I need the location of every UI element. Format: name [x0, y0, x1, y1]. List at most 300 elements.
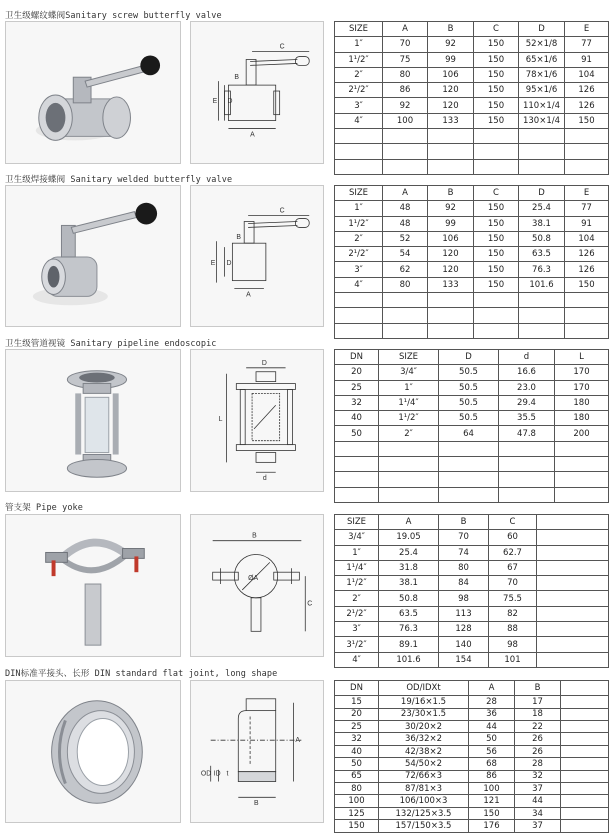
table-cell: 101.6	[379, 652, 439, 667]
table-cell: 98	[439, 591, 489, 606]
table-cell: 120	[428, 262, 474, 277]
table-cell: 100	[335, 795, 379, 807]
column-header: A	[383, 186, 428, 201]
table-cell: 170	[555, 365, 609, 380]
table-cell: 88	[489, 622, 537, 637]
column-header: A	[379, 515, 439, 530]
table-row	[335, 591, 609, 606]
table-cell: 1¹/2″	[335, 576, 379, 591]
dim-label: t	[226, 770, 229, 778]
table-cell: 31.8	[379, 560, 439, 575]
table-cell: 52×1/8	[519, 37, 565, 52]
table-cell: 92	[428, 37, 474, 52]
table-cell: 36/32×2	[379, 733, 469, 745]
table-cell: 29.4	[499, 395, 555, 410]
table-row-empty	[335, 472, 609, 487]
table-cell: 86	[383, 83, 428, 98]
table-row	[335, 606, 609, 621]
table-cell: 150	[474, 231, 519, 246]
table-cell: 48	[383, 216, 428, 231]
table-cell: 86	[469, 770, 515, 782]
table-cell: 4″	[335, 652, 379, 667]
table-row	[335, 545, 609, 560]
table-row	[335, 560, 609, 575]
table-cell: 44	[469, 721, 515, 733]
table-cell: 54	[383, 247, 428, 262]
column-header: OD/IDXt	[379, 681, 469, 696]
table-cell: 34	[515, 807, 561, 819]
table-cell: 35.5	[499, 411, 555, 426]
table-cell: 50.5	[439, 395, 499, 410]
table-cell: 126	[565, 83, 609, 98]
table-cell: 150	[565, 277, 609, 292]
table-cell: 126	[565, 247, 609, 262]
dim-label: E	[210, 259, 216, 267]
table-cell: 32	[335, 733, 379, 745]
spec-table	[334, 680, 609, 833]
technical-drawing	[190, 185, 324, 327]
din-flat-joint-photo	[6, 681, 180, 822]
table-cell: 78×1/6	[519, 67, 565, 82]
table-cell: 150	[474, 113, 519, 128]
column-header: L	[555, 350, 609, 365]
table-cell: 1″	[335, 201, 383, 216]
table-cell: 2″	[335, 67, 383, 82]
dim-label: B	[254, 800, 259, 808]
dim-label: C	[279, 207, 285, 215]
column-header: B	[428, 22, 474, 37]
table-cell: 150	[474, 83, 519, 98]
table-row	[335, 745, 609, 757]
pipe-yoke-drawing	[191, 515, 323, 656]
table-cell: 150	[565, 113, 609, 128]
table-cell: 99	[428, 216, 474, 231]
spec-table	[334, 21, 609, 175]
din-flat-joint-drawing	[191, 681, 323, 822]
table-row	[335, 365, 609, 380]
table-cell: 150	[474, 262, 519, 277]
table-row	[335, 807, 609, 819]
table-cell: 82	[489, 606, 537, 621]
table-cell: 100	[469, 783, 515, 795]
table-cell: 18	[515, 708, 561, 720]
technical-drawing	[190, 21, 324, 164]
table-row	[335, 277, 609, 292]
table-cell: 150	[474, 98, 519, 113]
table-cell: 20	[335, 708, 379, 720]
table-cell: 106	[428, 67, 474, 82]
table-cell: 3″	[335, 98, 383, 113]
table-cell: 180	[555, 395, 609, 410]
column-header: D	[439, 350, 499, 365]
column-header: SIZE	[379, 350, 439, 365]
screw-butterfly-valve-photo	[6, 22, 180, 163]
table-cell: 32	[515, 770, 561, 782]
table-cell: 40	[335, 745, 379, 757]
table-cell: 40	[335, 411, 379, 426]
column-header: SIZE	[335, 186, 383, 201]
table-cell: 50	[335, 426, 379, 441]
table-cell: 130×1/4	[519, 113, 565, 128]
table-cell: 17	[515, 696, 561, 708]
table-cell: 48	[383, 201, 428, 216]
table-cell: 4″	[335, 113, 383, 128]
table-row	[335, 783, 609, 795]
table-cell: 200	[555, 426, 609, 441]
product-photo	[5, 185, 181, 327]
table-cell: 70	[383, 37, 428, 52]
table-row	[335, 795, 609, 807]
column-header: A	[383, 22, 428, 37]
table-cell: 25	[335, 721, 379, 733]
table-row-empty	[335, 144, 609, 159]
table-cell: 70	[489, 576, 537, 591]
table-cell: 37	[515, 820, 561, 832]
table-cell: 56	[469, 745, 515, 757]
table-row-empty	[335, 441, 609, 456]
dim-label: B	[252, 532, 257, 540]
table-row	[335, 708, 609, 720]
column-header: B	[515, 681, 561, 696]
dim-label: A	[295, 737, 301, 745]
table-cell: 65×1/6	[519, 52, 565, 67]
table-cell: 25.4	[379, 545, 439, 560]
table-cell: 63.5	[519, 247, 565, 262]
table-cell: 101.6	[519, 277, 565, 292]
table-cell: 106/100×3	[379, 795, 469, 807]
table-cell: 32	[335, 395, 379, 410]
dim-label: B	[236, 234, 241, 242]
table-cell: 68	[469, 758, 515, 770]
table-row	[335, 820, 609, 832]
product-photo	[5, 680, 181, 823]
column-header: D	[519, 186, 565, 201]
table-cell: 113	[439, 606, 489, 621]
dim-label: E	[212, 97, 218, 105]
table-row	[335, 770, 609, 782]
table-header-row	[335, 350, 609, 365]
table-row	[335, 652, 609, 667]
table-cell: 64	[439, 426, 499, 441]
section-title: 卫生级螺纹蝶阀Sanitary screw butterfly valve	[5, 11, 222, 21]
table-cell: 92	[428, 201, 474, 216]
table-cell: 25	[335, 380, 379, 395]
technical-drawing	[190, 680, 324, 823]
table-cell: 3″	[335, 262, 383, 277]
table-cell: 1¹/4″	[335, 560, 379, 575]
table-cell: 67	[489, 560, 537, 575]
table-cell: 70	[439, 530, 489, 545]
table-cell: 50.5	[439, 380, 499, 395]
table-cell: 63.5	[379, 606, 439, 621]
table-row	[335, 721, 609, 733]
column-header: DN	[335, 350, 379, 365]
table-cell: 50.5	[439, 411, 499, 426]
table-cell: 154	[439, 652, 489, 667]
table-row	[335, 622, 609, 637]
table-cell: 2″	[335, 231, 383, 246]
dim-label: d	[262, 475, 267, 483]
column-header: A	[469, 681, 515, 696]
table-cell: 28	[515, 758, 561, 770]
column-header: C	[474, 22, 519, 37]
table-cell: 101	[489, 652, 537, 667]
technical-drawing	[190, 349, 324, 492]
product-photo	[5, 21, 181, 164]
dim-label: A	[246, 291, 251, 299]
column-header: B	[428, 186, 474, 201]
table-row-empty	[335, 457, 609, 472]
table-cell: 47.8	[499, 426, 555, 441]
table-cell: 3″	[335, 622, 379, 637]
table-cell: 120	[428, 83, 474, 98]
dim-label: C	[279, 43, 285, 51]
column-header: D	[519, 22, 565, 37]
table-row	[335, 637, 609, 652]
table-cell: 22	[515, 721, 561, 733]
table-row-empty	[335, 129, 609, 144]
table-cell: 126	[565, 262, 609, 277]
pipe-yoke-photo	[6, 515, 180, 656]
table-cell: 150	[474, 216, 519, 231]
table-row-empty	[335, 487, 609, 502]
column-header: E	[565, 186, 609, 201]
table-cell: 26	[515, 745, 561, 757]
table-cell: 20	[335, 365, 379, 380]
table-row	[335, 216, 609, 231]
table-cell: 15	[335, 696, 379, 708]
table-cell: 2¹/2″	[335, 606, 379, 621]
table-cell: 132/125×3.5	[379, 807, 469, 819]
table-cell: 3¹/2″	[335, 637, 379, 652]
column-header: d	[499, 350, 555, 365]
table-row	[335, 201, 609, 216]
table-cell: 98	[489, 637, 537, 652]
dim-label: ID	[213, 770, 221, 778]
table-cell: 72/66×3	[379, 770, 469, 782]
table-cell: 150	[474, 52, 519, 67]
table-cell: 1¹/2″	[335, 52, 383, 67]
table-cell: 50.8	[519, 231, 565, 246]
table-cell: 80	[383, 277, 428, 292]
table-cell: 180	[555, 411, 609, 426]
table-cell: 133	[428, 277, 474, 292]
table-cell: 150	[474, 67, 519, 82]
column-header: B	[439, 515, 489, 530]
table-cell: 84	[439, 576, 489, 591]
dim-label: A	[250, 131, 255, 139]
table-cell: 150	[469, 807, 515, 819]
table-cell: 91	[565, 52, 609, 67]
table-cell: 75.5	[489, 591, 537, 606]
dim-label: OD	[200, 770, 212, 778]
table-row	[335, 380, 609, 395]
table-cell: 50	[469, 733, 515, 745]
table-cell: 2¹/2″	[335, 247, 383, 262]
table-cell: 60	[489, 530, 537, 545]
table-cell: 1″	[335, 37, 383, 52]
table-cell: 28	[469, 696, 515, 708]
spec-table	[334, 349, 609, 503]
table-cell: 2¹/2″	[335, 83, 383, 98]
table-cell: 121	[469, 795, 515, 807]
spec-table	[334, 185, 609, 339]
table-row	[335, 530, 609, 545]
dim-label: D	[227, 97, 233, 105]
welded-butterfly-valve-drawing	[191, 186, 323, 326]
table-cell: 37	[515, 783, 561, 795]
table-row	[335, 98, 609, 113]
table-cell: 100	[383, 113, 428, 128]
table-cell: 19/16×1.5	[379, 696, 469, 708]
dim-label: D	[261, 359, 267, 367]
dim-label: ØA	[248, 575, 259, 583]
table-row-empty	[335, 293, 609, 308]
table-cell: 1″	[379, 380, 439, 395]
table-cell: 176	[469, 820, 515, 832]
table-cell: 76.3	[519, 262, 565, 277]
table-cell: 62	[383, 262, 428, 277]
table-row-empty	[335, 308, 609, 323]
table-cell: 42/38×2	[379, 745, 469, 757]
table-cell: 16.6	[499, 365, 555, 380]
table-row-empty	[335, 159, 609, 174]
table-cell: 1″	[335, 545, 379, 560]
table-cell: 150	[474, 37, 519, 52]
table-cell: 80	[335, 783, 379, 795]
spec-table	[334, 514, 609, 668]
table-cell: 3/4″	[379, 365, 439, 380]
table-header-row	[335, 681, 609, 696]
technical-drawing	[190, 514, 324, 657]
table-cell: 157/150×3.5	[379, 820, 469, 832]
table-cell: 76.3	[379, 622, 439, 637]
table-cell: 50	[335, 758, 379, 770]
table-cell: 50.8	[379, 591, 439, 606]
table-row	[335, 83, 609, 98]
table-row	[335, 67, 609, 82]
table-row	[335, 395, 609, 410]
dim-label: D	[226, 259, 232, 267]
table-cell: 65	[335, 770, 379, 782]
dim-label: C	[307, 600, 313, 608]
table-header-row	[335, 22, 609, 37]
table-cell: 125	[335, 807, 379, 819]
table-row	[335, 426, 609, 441]
table-cell: 110×1/4	[519, 98, 565, 113]
welded-butterfly-valve-photo	[6, 186, 180, 326]
table-row	[335, 411, 609, 426]
table-cell: 120	[428, 247, 474, 262]
sight-glass-drawing	[191, 350, 323, 491]
table-cell: 104	[565, 231, 609, 246]
table-cell: 150	[474, 247, 519, 262]
table-row	[335, 52, 609, 67]
table-cell: 140	[439, 637, 489, 652]
dim-label: B	[234, 74, 239, 82]
table-cell: 23.0	[499, 380, 555, 395]
table-cell: 3/4″	[335, 530, 379, 545]
table-cell: 126	[565, 98, 609, 113]
table-cell: 19.05	[379, 530, 439, 545]
table-cell: 1¹/2″	[379, 411, 439, 426]
section-title: 卫生级焊接蝶阀 Sanitary welded butterfly valve	[5, 175, 233, 185]
table-cell: 133	[428, 113, 474, 128]
table-cell: 104	[565, 67, 609, 82]
column-header: SIZE	[335, 515, 379, 530]
table-cell: 26	[515, 733, 561, 745]
column-header: SIZE	[335, 22, 383, 37]
column-header: C	[489, 515, 537, 530]
table-cell: 1¹/2″	[335, 216, 383, 231]
table-row	[335, 696, 609, 708]
table-cell: 150	[474, 277, 519, 292]
table-cell: 36	[469, 708, 515, 720]
table-cell: 75	[383, 52, 428, 67]
table-row	[335, 576, 609, 591]
table-cell: 50.5	[439, 365, 499, 380]
dim-label: L	[218, 415, 223, 423]
table-cell: 80	[383, 67, 428, 82]
table-cell: 38.1	[379, 576, 439, 591]
table-header-row	[335, 186, 609, 201]
column-header: C	[474, 186, 519, 201]
table-cell: 38.1	[519, 216, 565, 231]
table-cell: 120	[428, 98, 474, 113]
sight-glass-photo	[6, 350, 180, 491]
table-cell: 170	[555, 380, 609, 395]
table-cell: 77	[565, 37, 609, 52]
table-cell: 23/30×1.5	[379, 708, 469, 720]
table-cell: 4″	[335, 277, 383, 292]
table-cell: 106	[428, 231, 474, 246]
table-cell: 62.7	[489, 545, 537, 560]
table-row	[335, 231, 609, 246]
table-cell: 54/50×2	[379, 758, 469, 770]
table-row	[335, 37, 609, 52]
section-title: DIN标准平接头、长形 DIN standard flat joint, long shape	[5, 669, 278, 679]
table-row	[335, 758, 609, 770]
column-header: DN	[335, 681, 379, 696]
table-row-empty	[335, 323, 609, 338]
table-cell: 95×1/6	[519, 83, 565, 98]
table-cell: 2″	[335, 591, 379, 606]
screw-butterfly-valve-drawing	[191, 22, 323, 163]
table-row	[335, 247, 609, 262]
section-title: 卫生级管道视镜 Sanitary pipeline endoscopic	[5, 339, 217, 349]
table-row	[335, 733, 609, 745]
table-row	[335, 262, 609, 277]
table-cell: 92	[383, 98, 428, 113]
table-cell: 52	[383, 231, 428, 246]
table-cell: 150	[474, 201, 519, 216]
product-photo	[5, 514, 181, 657]
table-cell: 80	[439, 560, 489, 575]
table-cell: 128	[439, 622, 489, 637]
table-cell: 25.4	[519, 201, 565, 216]
product-photo	[5, 349, 181, 492]
table-cell: 99	[428, 52, 474, 67]
table-cell: 87/81×3	[379, 783, 469, 795]
section-title: 管支架 Pipe yoke	[5, 503, 83, 513]
table-cell: 74	[439, 545, 489, 560]
table-cell: 89.1	[379, 637, 439, 652]
table-cell: 30/20×2	[379, 721, 469, 733]
table-row	[335, 113, 609, 128]
table-header-row	[335, 515, 609, 530]
table-cell: 91	[565, 216, 609, 231]
table-cell: 2″	[379, 426, 439, 441]
